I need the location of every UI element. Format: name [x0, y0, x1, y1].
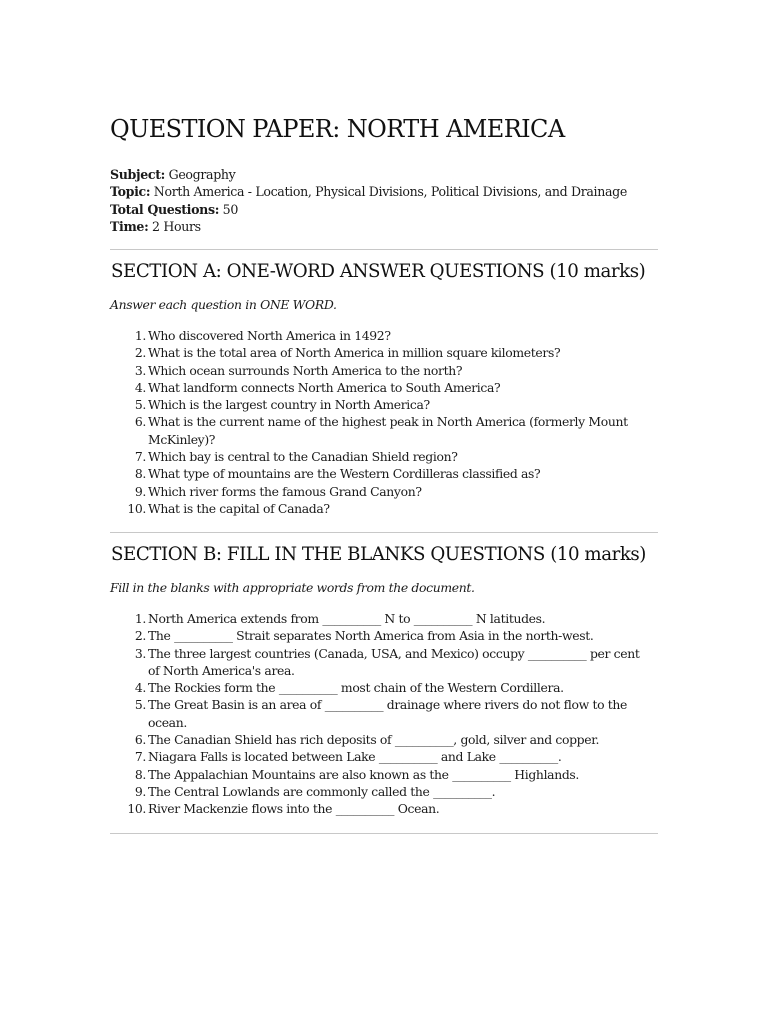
question-text: North America extends from __________ N to __________ N latitudes.: [148, 611, 546, 626]
question-text: The Central Lowlands are commonly called the __________.: [148, 783, 496, 799]
question-number: 2.: [134, 345, 146, 361]
question-item: [110, 327, 640, 344]
question-item: [110, 379, 640, 396]
question-number: 5.: [134, 397, 146, 413]
question-item: [110, 783, 640, 800]
question-item: [110, 731, 640, 748]
subject-line: [110, 166, 627, 183]
question-text: What is the total area of North America in million square kilometers?: [148, 345, 561, 361]
time-label: Time:: [110, 218, 149, 234]
question-number: 8.: [134, 766, 146, 782]
question-text: Which ocean surrounds North America to the north?: [148, 362, 463, 378]
subject-value: Geography: [164, 167, 236, 182]
question-item: [110, 645, 640, 680]
question-number: 4.: [134, 680, 146, 696]
total-questions-value: 50: [219, 201, 238, 217]
section-a-title: SECTION A: ONE-WORD ANSWER QUESTIONS (10 marks): [111, 261, 646, 282]
page-title: QUESTION PAPER: NORTH AMERICA: [110, 115, 565, 143]
question-item: [110, 448, 640, 465]
question-item: [110, 627, 640, 644]
topic-line: [110, 183, 627, 200]
section-b-instruction: Fill in the blanks with appropriate words from the document.: [110, 580, 475, 595]
question-text: The Canadian Shield has rich deposits of __________, gold, silver and copper.: [148, 732, 600, 748]
question-item: [110, 610, 640, 627]
question-item: [110, 483, 640, 500]
question-text: The three largest countries (Canada, USA, and Mexico) occupy __________ per cent of North America's area.: [148, 645, 640, 678]
question-text: The Great Basin is an area of __________ drainage where rivers do not flow to the ocean.: [148, 697, 628, 730]
question-number: 4.: [134, 379, 146, 395]
question-number: 8.: [134, 466, 146, 482]
section-a-question-list: [110, 327, 640, 517]
question-text: Who discovered North America in 1492?: [148, 328, 391, 343]
question-number: 3.: [134, 645, 146, 661]
section-b-title: SECTION B: FILL IN THE BLANKS QUESTIONS (10 marks): [111, 544, 646, 565]
topic-value: North America - Location, Physical Divisions, Political Divisions, and Drainage: [150, 184, 627, 200]
question-item: [110, 396, 640, 413]
divider: [110, 249, 658, 250]
question-item: [110, 696, 640, 731]
time-line: [110, 218, 627, 235]
divider: [110, 532, 658, 533]
question-item: [110, 413, 640, 448]
total-questions-line: [110, 201, 627, 218]
question-number: 10.: [127, 801, 146, 817]
question-text: Which bay is central to the Canadian Shield region?: [148, 449, 458, 465]
topic-label: Topic:: [110, 184, 151, 200]
question-item: [110, 362, 640, 379]
question-text: The Rockies form the __________ most chain of the Western Cordillera.: [148, 680, 564, 696]
question-number: 7.: [134, 749, 146, 765]
question-item: [110, 800, 640, 817]
question-number: 6.: [134, 414, 146, 430]
subject-label: Subject:: [110, 167, 165, 182]
question-text: The Appalachian Mountains are also known as the __________ Highlands.: [148, 766, 580, 782]
question-text: River Mackenzie flows into the __________ Ocean.: [148, 801, 440, 817]
question-number: 9.: [134, 783, 146, 799]
question-text: What type of mountains are the Western Cordilleras classified as?: [148, 466, 541, 482]
question-number: 5.: [134, 697, 146, 713]
question-number: 6.: [134, 732, 146, 748]
question-text: What is the current name of the highest peak in North America (formerly Mount McKinley)?: [148, 414, 628, 447]
divider: [110, 833, 658, 834]
question-text: What landform connects North America to South America?: [148, 379, 501, 395]
question-item: [110, 500, 640, 517]
question-item: [110, 766, 640, 783]
question-text: Which is the largest country in North America?: [148, 397, 430, 413]
question-text: The __________ Strait separates North America from Asia in the north-west.: [148, 628, 594, 644]
question-item: [110, 465, 640, 482]
section-a-instruction: Answer each question in ONE WORD.: [110, 297, 337, 312]
question-number: 1.: [134, 328, 146, 343]
question-text: What is the capital of Canada?: [148, 500, 330, 516]
question-text: Niagara Falls is located between Lake __________ and Lake __________.: [148, 749, 562, 765]
question-number: 1.: [134, 611, 146, 626]
time-value: 2 Hours: [148, 218, 201, 234]
question-number: 7.: [134, 449, 146, 465]
question-text: Which river forms the famous Grand Canyon?: [148, 483, 422, 499]
total-questions-label: Total Questions:: [110, 201, 219, 217]
question-number: 3.: [134, 362, 146, 378]
question-number: 2.: [134, 628, 146, 644]
question-item: [110, 344, 640, 361]
question-item: [110, 748, 640, 765]
question-number: 9.: [134, 483, 146, 499]
question-number: 10.: [127, 500, 146, 516]
question-item: [110, 679, 640, 696]
section-b-question-list: [110, 610, 640, 818]
paper-details: [110, 166, 627, 235]
